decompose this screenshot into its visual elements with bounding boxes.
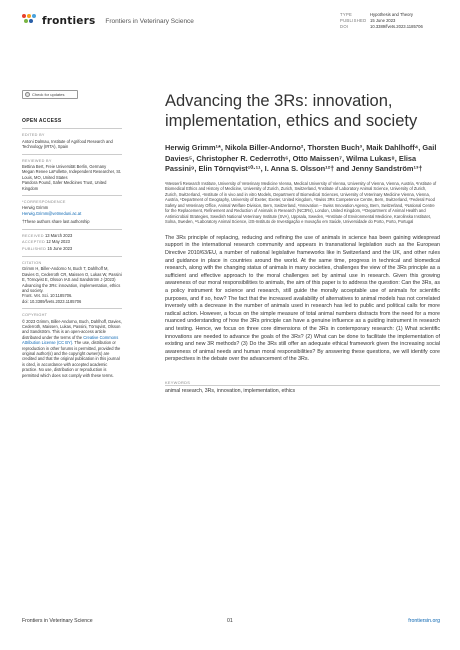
- brand-name: frontiers: [42, 15, 96, 27]
- open-access-heading: OPEN ACCESS: [22, 118, 62, 124]
- correspondence-label: *CORRESPONDENCE: [22, 200, 66, 205]
- correspondence-name: Herwig Grimm: [22, 205, 49, 211]
- reviewed-by-label: REVIEWED BY: [22, 158, 52, 163]
- frontiers-logo[interactable]: [22, 14, 194, 28]
- copyright-text: © 2023 Grimm, Biller-Andorno, Buch, Dahlhoff, Davies, Cederroth, Maissen, Lukas, Passini, Törnqvist, Olsson and Sandström. This is an open-access article distributed under the terms of the Creative Commons Attribution License (CC BY). The use, distribution or reproduction in other forums is permitted, provided the original author(s) and the copyright owner(s) are credited and that the original publication in this journal is cited, in accordance with accepted academic practice. No use, distribution or reproduction is permitted which does not comply with these terms.: [22, 318, 122, 378]
- published-date: PUBLISHED 15 June 2023: [22, 245, 73, 251]
- check-for-updates-button[interactable]: Check for updates: [22, 90, 78, 99]
- copyright-label: COPYRIGHT: [22, 313, 48, 318]
- footer-site-link[interactable]: frontiersin.org: [408, 618, 440, 624]
- meta-published: PUBLISHED 15 June 2023: [340, 18, 396, 24]
- page-header: [22, 10, 440, 52]
- affiliations: ¹Messerli Research Institute, University of Veterinary Medicine Vienna, Medical University of Vienna, University of Vienna, Vienna, Austria, ²Institute of Biomedical Ethics and History of Medicine, University of Zurich, Zurich, Switzerland, ³Institute of Laboratory Animal Science, University of Zurich, Zurich, Switzerland, ⁴Institute of in vivo and in vitro Models, Department of Biomedical Sciences, University of Veterinary Medicine Vienna, Vienna, Austria, ⁵Department of Geography, University of Exeter, Exeter, United Kingdom, ⁶Swiss 3Rs Competence Centre, Bern, Switzerland, ⁷Federal Food Safety and Veterinary Office, Animal Welfare Division, Bern, Switzerland, ⁸Innovation – Swiss Innovation Agency, Bern, Switzerland, ⁹National Centre for the Replacement, Refinement and Reduction of Animals in Research (NC3Rs), London, United Kingdom, ¹⁰Department of Animal Health and Antimicrobial Strategies, Swedish National Veterinary Institute (SVA), Uppsala, Sweden, ¹¹Institute of Environmental Medicine, Karolinska Institutet, Solna, Sweden, ¹²Laboratory Animal Science, i3S-Instituto de Investigação e Inovação em Saúde, Universidade do Porto, Porto, Portugal: [165, 180, 437, 225]
- keywords: animal research, 3Rs, innovation, implementation, ethics: [165, 387, 296, 394]
- accepted-date: ACCEPTED 12 May 2023: [22, 239, 70, 245]
- citation-journal: Front. Vet. Sci. 10:1185706.: [22, 293, 73, 299]
- citation-text: Grimm H, Biller-Andorno N, Buch T, Dahlhoff M, Davies G, Cederroth CR, Maissen O, Lukas W, Passini E, Törnqvist E, Olsson IAS and Sandström J (2023) Advancing the 3Rs: innovation, implementation, ethics and society.: [22, 266, 122, 293]
- meta-type: TYPE Hypothesis and Theory: [340, 12, 413, 17]
- article-main: [165, 92, 440, 394]
- article-sidebar: [22, 90, 122, 378]
- page-number: 01: [227, 618, 233, 624]
- received-date: RECEIVED 13 March 2023: [22, 232, 73, 238]
- cc-by-license-link[interactable]: Creative Commons Attribution License (CC BY).: [22, 334, 119, 346]
- reviewed-by: Bettina Bert, Freie Universität Berlin, Germany Megan Renee LaFollette, Independent Researcher, St. Louis, MO, United States Pandora Pound, Safer Medicines Trust, United Kingdom: [22, 164, 122, 191]
- footer-journal: Frontiers in Veterinary Science: [22, 618, 93, 624]
- frontiers-logo-icon: [22, 14, 36, 28]
- shared-authorship-note: †These authors share last authorship: [22, 219, 90, 225]
- updates-icon: [25, 92, 30, 97]
- author-list: Herwig Grimm¹*, Nikola Biller-Andorno², Thorsten Buch³, Maik Dahlhoff⁴, Gail Davies⁵, Christopher R. Cederroth⁶, Otto Maissen⁷, Wilma Lukas⁸, Elisa Passini⁹, Elin Törnqvist¹⁰·¹¹, I. Anna S. Olsson¹²† and Jenny Sandström¹³†: [165, 143, 437, 174]
- journal-name: Frontiers in Veterinary Science: [105, 17, 194, 25]
- citation-label: CITATION: [22, 260, 42, 265]
- abstract: The 3Rs principle of replacing, reducing and refining the use of animals in science has been gaining widespread support in the international research community and appears in transnational legislation such as the European Directive 2010/63/EU, a number of national legislative frameworks like in Switzerland and the UK, and other rules and guidance in place in countries around the world. At the same time, progress in technical and biomedical research, along with the changing status of animals in many societies, challenges the view of the 3Rs principle as a sufficient and effective approach to the moral challenges set by animal use in research. Given this growing awareness of our moral responsibilities to animals, the aim of this paper is to address the question: Can the 3Rs, as a policy instrument for science and research, still guide the morally acceptable use of animals for scientific purposes, and if so, how? The fact that the increased availability of alternatives to animal models has not correlated inversely with a decrease in the number of animals used in research has led to public and political calls for more radical action. However, a focus on the simple measure of total animal numbers distracts from the need for a more nuanced understanding of how the 3Rs principle can have a genuine influence as a guiding instrument in research and testing. Hence, we focus on three core dimensions of the 3Rs in contemporary research: (1) What scientific innovations are needed to advance the goals of the 3Rs? (2) What can be done to facilitate the implementation of existing and new 3R methods? (3) Do the 3Rs still offer an adequate ethical framework given the increasing social awareness of animal needs and human moral responsibilities? By answering these questions, we will identify core perspectives in the debate over the advancement of the 3Rs.: [165, 234, 440, 363]
- edited-by-label: EDITED BY: [22, 133, 45, 138]
- correspondence-email[interactable]: Herwig.Grimm@vetmeduni.ac.at: [22, 210, 82, 216]
- keywords-label: KEYWORDS: [165, 379, 191, 385]
- meta-doi[interactable]: DOI 10.3389/fvets.2023.1185706: [340, 24, 423, 30]
- citation-doi[interactable]: doi: 10.3389/fvets.2023.1185706: [22, 298, 82, 304]
- article-meta: [340, 12, 440, 31]
- article-title: Advancing the 3Rs: innovation, implementation, ethics and society: [165, 92, 418, 130]
- edited-by: Antoni Dalmau, Institute of Agrifood Research and Technology (IRTA), Spain: [22, 138, 113, 150]
